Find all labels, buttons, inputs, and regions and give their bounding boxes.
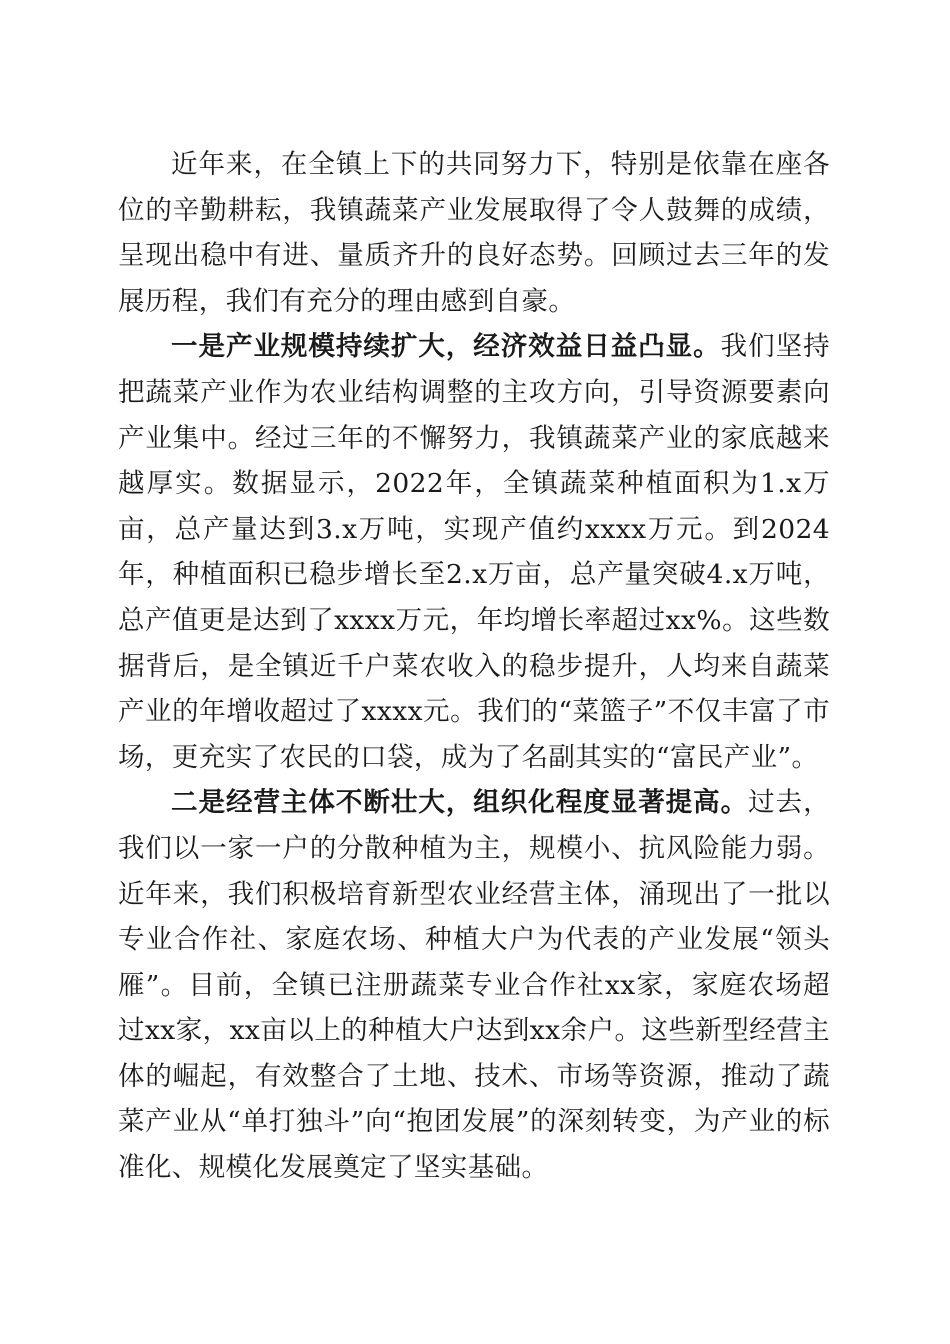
paragraph-intro bbox=[118, 142, 830, 324]
paragraph-text: 近年来，在全镇上下的共同努力下，特别是依靠在座各位的辛勤耕耘，我镇蔬菜产业发展取得了令人鼓舞的成绩，呈现出稳中有进、量质齐升的良好态势。回顾过去三年的发展历程，我们有充分的理由感到自豪。 bbox=[118, 149, 830, 317]
paragraph-lead: 二是经营主体不断壮大，组织化程度显著提高。 bbox=[171, 787, 749, 819]
paragraph-text: 我们坚持把蔬菜产业作为农业结构调整的主攻方向，引导资源要素向产业集中。经过三年的不懈努力，我镇蔬菜产业的家底越来越厚实。数据显示，2022年，全镇蔬菜种植面积为1.x万亩，总产量达到3.x万吨，实现产值约xxxx万元。到2024年，种植面积已稳步增长至2.x万亩，总产量突破4.x万吨，总产值更是达到了xxxx万元，年均增长率超过xx%。这些数据背后，是全镇近千户菜农收入的稳步提升，人均来自蔬菜产业的年增收超过了xxxx元。我们的“菜篮子”不仅丰富了市场，更充实了农民的口袋，成为了名副其实的“富民产业”。 bbox=[118, 331, 831, 773]
paragraph-business-entities bbox=[118, 780, 830, 1190]
paragraph-industry-scale bbox=[118, 324, 830, 780]
paragraph-lead: 一是产业规模持续扩大，经济效益日益凸显。 bbox=[171, 331, 721, 363]
document-body bbox=[118, 142, 830, 1191]
paragraph-text: 过去，我们以一家一户的分散种植为主，规模小、抗风险能力弱。近年来，我们积极培育新型农业经营主体，涌现出了一批以专业合作社、家庭农场、种植大户为代表的产业发展“领头雁”。目前，全镇已注册蔬菜专业合作社xx家，家庭农场超过xx家，xx亩以上的种植大户达到xx余户。这些新型经营主体的崛起，有效整合了土地、技术、市场等资源，推动了蔬菜产业从“单打独斗”向“抱团发展”的深刻转变，为产业的标准化、规模化发展奠定了坚实基础。 bbox=[118, 787, 831, 1184]
